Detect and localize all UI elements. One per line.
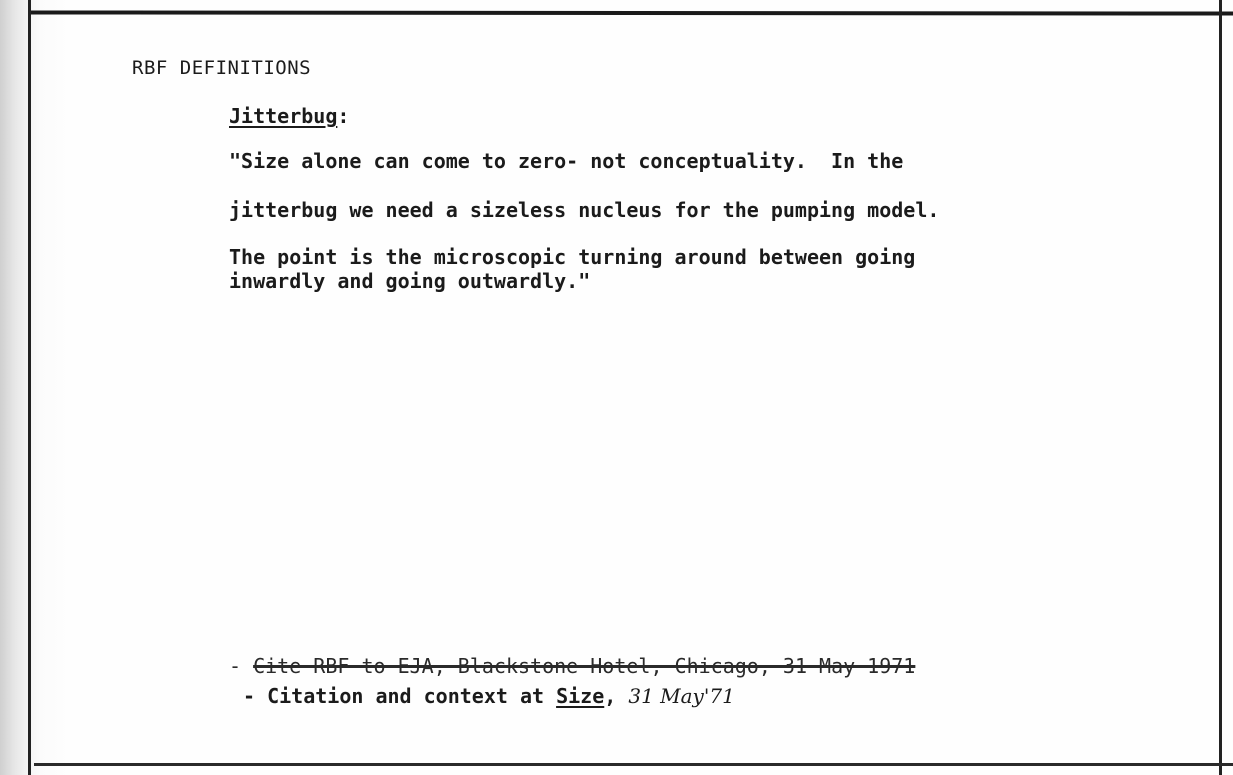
quote-line-2: jitterbug we need a sizeless nucleus for the pumping model.: [229, 198, 940, 222]
term-word: Jitterbug: [229, 104, 338, 128]
term-colon: :: [337, 104, 350, 128]
definition-term: [229, 104, 349, 128]
struck-citation-text: Cite RBF to EJA, Blackstone Hotel, Chicago, 31 May 1971: [253, 654, 916, 678]
quote-line-4: inwardly and going outwardly.": [229, 269, 591, 293]
card-left-border: [28, 0, 31, 775]
card-bottom-border: [34, 763, 1233, 766]
citation-prefix: - Citation and context at: [243, 684, 557, 708]
handwritten-date: 31 May'71: [628, 684, 735, 708]
quote-line-3: The point is the microscopic turning around between going: [229, 245, 916, 269]
card-right-border: [1219, 0, 1222, 775]
struck-citation-line: [229, 654, 915, 678]
citation-link-size[interactable]: Size: [556, 684, 605, 708]
citation-comma: ,: [604, 684, 629, 708]
card-top-border: [28, 10, 1233, 15]
citation-line: [243, 684, 735, 708]
quote-line-1: "Size alone can come to zero- not conceptuality. In the: [229, 149, 904, 173]
struck-dash: -: [229, 654, 254, 678]
card-heading: RBF DEFINITIONS: [132, 57, 312, 79]
